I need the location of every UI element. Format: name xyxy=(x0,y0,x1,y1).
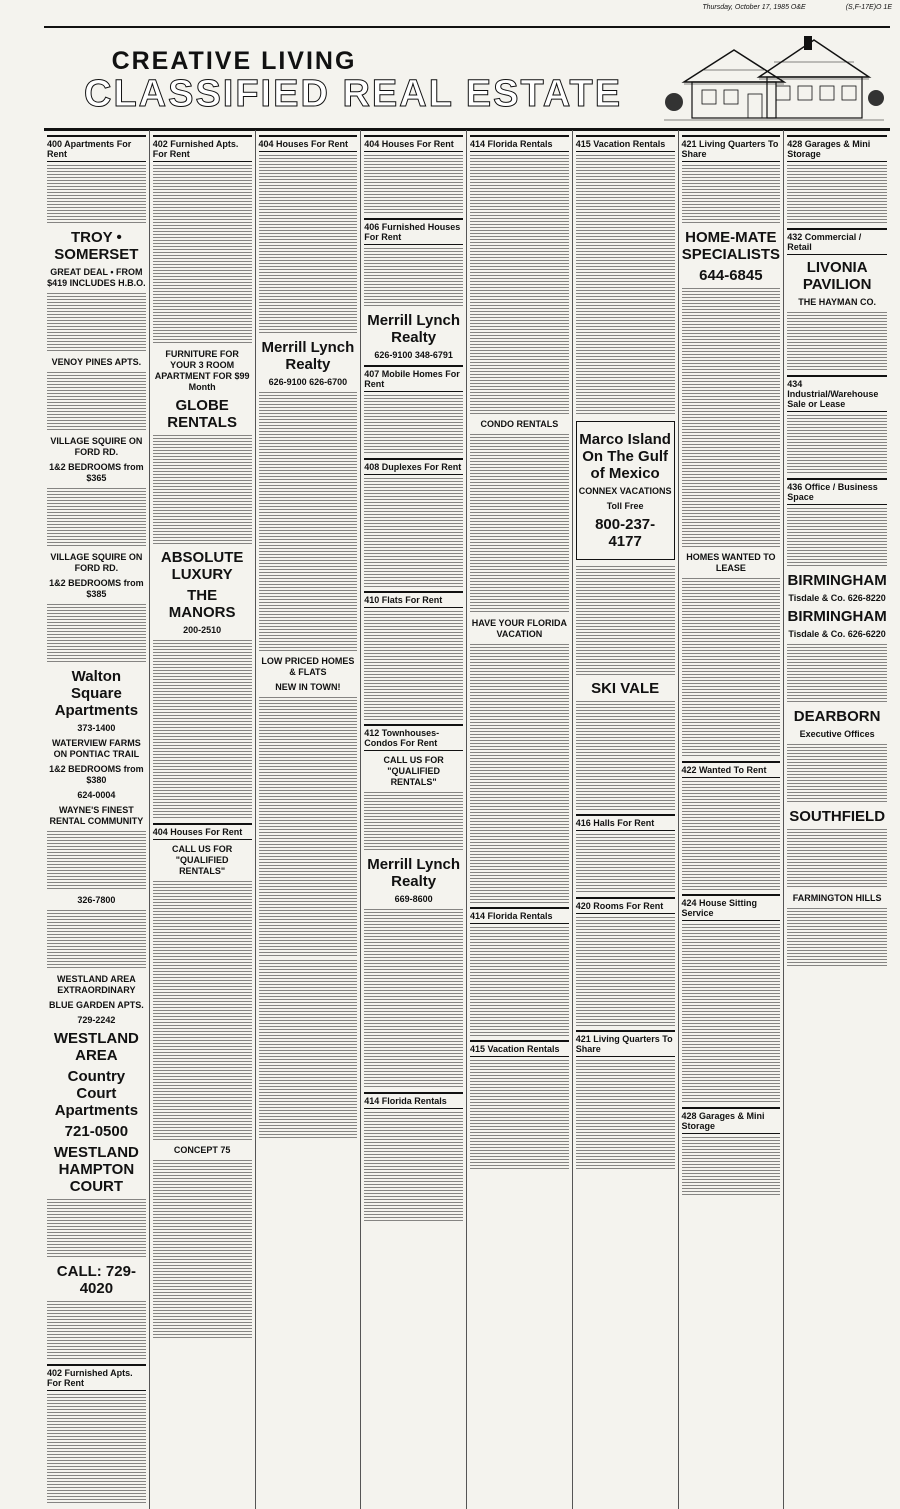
column-5 xyxy=(467,130,573,1509)
ad-phone: CALL: 729-4020 xyxy=(56,1263,136,1297)
ad-text-block xyxy=(47,165,146,225)
ad-phone: 721-0500 xyxy=(64,1123,129,1140)
ad-headline: NEW IN TOWN! xyxy=(275,682,341,692)
ad-headline: TROY • SOMERSET xyxy=(54,229,139,263)
ad-headline: HOMES WANTED TO LEASE xyxy=(686,552,776,573)
ad-headline: GREAT DEAL • FROM $419 INCLUDES H.B.O. xyxy=(47,267,146,288)
ad-text-block xyxy=(259,697,358,957)
section-heading: 421 Living Quarters To Share xyxy=(682,135,781,162)
section-heading: 414 Florida Rentals xyxy=(364,1092,463,1109)
section-heading: 416 Halls For Rent xyxy=(576,814,675,831)
section-heading: 410 Flats For Rent xyxy=(364,591,463,608)
ad-text-block xyxy=(470,1060,569,1170)
ad-text-block xyxy=(470,155,569,415)
section-heading: 421 Living Quarters To Share xyxy=(576,1030,675,1057)
ad-text-block xyxy=(787,908,887,968)
section-heading: 424 House Sitting Service xyxy=(682,894,781,921)
ad-phone: 644-6845 xyxy=(699,267,763,284)
section-heading: 402 Furnished Apts. For Rent xyxy=(47,1364,146,1391)
ad-phone: Tisdale & Co. 626-6220 xyxy=(788,629,886,639)
ad-headline: CALL US FOR "QUALIFIED RENTALS" xyxy=(171,844,233,876)
column-7 xyxy=(679,130,785,1509)
section-heading: 404 Houses For Rent xyxy=(259,135,358,152)
ad-text-block xyxy=(153,165,252,345)
section-heading: 434 Industrial/Warehouse Sale or Lease xyxy=(787,375,887,412)
ad-text-block xyxy=(47,293,146,353)
ad-text-block xyxy=(470,927,569,1037)
title-creative-living: CREATIVE LIVING xyxy=(111,47,357,75)
ad-headline: WAYNE'S FINEST RENTAL COMMUNITY xyxy=(49,805,144,826)
ad-headline: DEARBORN xyxy=(793,708,881,725)
ad-headline: BLUE GARDEN APTS. xyxy=(49,1000,144,1010)
section-heading: 404 Houses For Rent xyxy=(153,823,252,840)
ad-headline: Marco Island On The Gulf of Mexico xyxy=(579,431,671,482)
ad-text-block xyxy=(47,1199,146,1259)
ad-headline: Merrill Lynch Realty xyxy=(367,312,461,346)
ad-label: Toll Free xyxy=(606,501,644,511)
ad-headline: 1&2 BEDROOMS from $380 xyxy=(49,764,144,785)
ad-headline: THE MANORS xyxy=(168,587,236,621)
ad-text-block xyxy=(153,1160,252,1340)
ad-headline: CONNEX VACATIONS xyxy=(578,486,672,496)
ad-text-block xyxy=(47,372,146,432)
ad-phone: 669-8600 xyxy=(394,894,433,904)
ad-headline: WESTLAND AREA xyxy=(53,1030,139,1064)
title-block xyxy=(84,48,644,114)
ad-text-block xyxy=(47,488,146,548)
masthead xyxy=(44,26,890,131)
ad-headline: BIRMINGHAM xyxy=(787,572,887,589)
ad-headline: Merrill Lynch Realty xyxy=(367,856,461,890)
section-heading: 414 Florida Rentals xyxy=(470,907,569,924)
ad-text-block xyxy=(47,1394,146,1504)
section-heading: 400 Apartments For Rent xyxy=(47,135,146,162)
ad-text-block xyxy=(259,392,358,652)
column-6 xyxy=(573,130,679,1509)
ad-text-block xyxy=(787,312,887,372)
ad-phone: 373-1400 xyxy=(77,723,116,733)
ad-text-block xyxy=(576,1060,675,1170)
ad-text-block xyxy=(576,155,675,415)
ad-text-block xyxy=(364,611,463,721)
ad-text-block xyxy=(787,744,887,804)
ad-text-block xyxy=(787,415,887,475)
ad-text-block xyxy=(153,435,252,545)
ad-text-block xyxy=(47,910,146,970)
column-1 xyxy=(44,130,150,1509)
section-heading: 407 Mobile Homes For Rent xyxy=(364,365,463,392)
column-4 xyxy=(361,130,467,1509)
ad-headline: WATERVIEW FARMS ON PONTIAC TRAIL xyxy=(52,738,141,759)
section-heading: 428 Garages & Mini Storage xyxy=(787,135,887,162)
ad-phone: 729-2242 xyxy=(77,1015,116,1025)
ad-text-block xyxy=(364,395,463,455)
ad-headline: VILLAGE SQUIRE ON FORD RD. xyxy=(50,552,143,573)
ad-phone: 626-9100 348-6791 xyxy=(374,350,453,360)
ad-text-block xyxy=(787,829,887,889)
section-code: (S,F-17E)O 1E xyxy=(845,4,892,11)
ad-text-block xyxy=(682,924,781,1104)
ad-headline: 1&2 BEDROOMS from $385 xyxy=(49,578,144,599)
ad-text-block xyxy=(47,604,146,664)
ad-phone: 800-237-4177 xyxy=(595,516,656,550)
ad-text-block xyxy=(787,165,887,225)
section-heading: 408 Duplexes For Rent xyxy=(364,458,463,475)
ad-headline: WESTLAND HAMPTON COURT xyxy=(53,1144,139,1195)
ad-text-block xyxy=(364,478,463,588)
ad-headline: WESTLAND AREA EXTRAORDINARY xyxy=(57,974,136,995)
ad-headline: Country Court Apartments xyxy=(54,1068,139,1119)
ad-text-block xyxy=(682,781,781,891)
ad-headline: VENOY PINES APTS. xyxy=(51,357,142,367)
ad-text-block xyxy=(364,792,463,852)
ad-text-block xyxy=(576,834,675,894)
section-heading: 420 Rooms For Rent xyxy=(576,897,675,914)
ad-headline: VILLAGE SQUIRE ON FORD RD. xyxy=(50,436,143,457)
ad-headline: FARMINGTON HILLS xyxy=(792,893,882,903)
ad-text-block xyxy=(364,1112,463,1222)
ad-text-block xyxy=(576,566,675,676)
section-heading: 412 Townhouses-Condos For Rent xyxy=(364,724,463,751)
ad-headline: ABSOLUTE LUXURY xyxy=(160,549,244,583)
section-heading: 428 Garages & Mini Storage xyxy=(682,1107,781,1134)
ad-text-block xyxy=(470,434,569,614)
ad-text-block xyxy=(682,288,781,548)
ad-text-block xyxy=(682,165,781,225)
ad-text-block xyxy=(47,1301,146,1361)
section-heading: 404 Houses For Rent xyxy=(364,135,463,152)
ad-phone: 624-0004 xyxy=(77,790,116,800)
ad-text-block xyxy=(364,248,463,308)
ad-headline: 1&2 BEDROOMS from $365 xyxy=(49,462,144,483)
section-heading: 415 Vacation Rentals xyxy=(576,135,675,152)
ad-headline: SOUTHFIELD xyxy=(789,808,886,825)
ad-text-block xyxy=(787,644,887,704)
ad-text-block xyxy=(259,155,358,335)
ad-text-block xyxy=(682,1137,781,1197)
ad-headline: Walton Square Apartments xyxy=(54,668,139,719)
section-heading: 415 Vacation Rentals xyxy=(470,1040,569,1057)
ad-headline: Executive Offices xyxy=(799,729,875,739)
section-heading: 436 Office / Business Space xyxy=(787,478,887,505)
ad-headline: THE HAYMAN CO. xyxy=(798,297,876,307)
classified-columns xyxy=(44,130,890,1388)
ad-headline: LIVONIA PAVILION xyxy=(802,259,872,293)
ad-headline: CONDO RENTALS xyxy=(480,419,559,429)
ad-headline: SKI VALE xyxy=(591,680,660,697)
ad-text-block xyxy=(364,909,463,1089)
section-heading: 422 Wanted To Rent xyxy=(682,761,781,778)
ad-text-block xyxy=(47,831,146,891)
ad-headline: HOME-MATE SPECIALISTS xyxy=(681,229,781,263)
house-illustration-icon xyxy=(664,32,884,124)
ad-headline: GLOBE RENTALS xyxy=(167,397,237,431)
ad-headline: LOW PRICED HOMES & FLATS xyxy=(261,656,355,677)
section-heading: 402 Furnished Apts. For Rent xyxy=(153,135,252,162)
date-line: Thursday, October 17, 1985 O&E xyxy=(702,4,806,11)
column-2 xyxy=(150,130,256,1509)
column-3 xyxy=(256,130,362,1509)
column-8 xyxy=(784,130,890,1509)
title-classified-real-estate: CLASSIFIED REAL ESTATE xyxy=(84,73,623,115)
section-heading: 414 Florida Rentals xyxy=(470,135,569,152)
ad-text-block xyxy=(364,155,463,215)
marco-island-ad xyxy=(576,421,675,560)
ad-phone: 626-9100 626-6700 xyxy=(268,377,348,387)
ad-headline: Merrill Lynch Realty xyxy=(261,339,355,373)
ad-headline: HAVE YOUR FLORIDA VACATION xyxy=(471,618,567,639)
ad-text-block xyxy=(259,960,358,1140)
ad-phone: 200-2510 xyxy=(183,625,222,635)
section-heading: 406 Furnished Houses For Rent xyxy=(364,218,463,245)
ad-text-block xyxy=(576,701,675,811)
page-topline xyxy=(40,4,892,16)
ad-text-block xyxy=(576,917,675,1027)
ad-headline: CALL US FOR "QUALIFIED RENTALS" xyxy=(383,755,444,787)
ad-text-block xyxy=(153,640,252,820)
ad-phone: Tisdale & Co. 626-8220 xyxy=(788,593,886,603)
ad-phone: 326-7800 xyxy=(77,895,116,905)
section-heading: 432 Commercial / Retail xyxy=(787,228,887,255)
ad-text-block xyxy=(153,881,252,1141)
ad-text-block xyxy=(470,644,569,904)
ad-headline: BIRMINGHAM xyxy=(787,608,887,625)
ad-headline: FURNITURE FOR YOUR 3 ROOM APARTMENT FOR $99 Month xyxy=(154,349,250,392)
ad-text-block xyxy=(682,578,781,758)
ad-text-block xyxy=(787,508,887,568)
ad-headline: CONCEPT 75 xyxy=(173,1145,231,1155)
